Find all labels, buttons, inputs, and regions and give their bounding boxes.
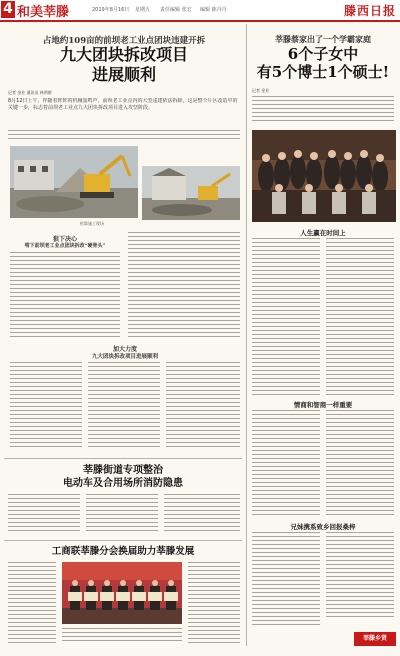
article2-kicker: 莘滕蔡家出了一个学霸家庭 — [275, 34, 371, 44]
issue-date: 2019年8月16日 — [92, 7, 130, 13]
article1-subhead-2: 加大力度 — [112, 346, 137, 353]
article4-body-col2 — [62, 628, 182, 648]
article2-body-col6 — [326, 532, 394, 628]
article2-title-2: 有5个博士1个硕士! — [256, 63, 390, 81]
article1-subhead-1: 狠下决心 — [52, 236, 77, 243]
article1-kicker: 占地约109亩的前坝老工业点团块违建开拆 — [42, 36, 206, 46]
demolition-photo-left — [10, 146, 138, 218]
article1-body-col1 — [10, 252, 120, 342]
article3-body-col2 — [86, 494, 158, 536]
article2-subhead-2: 情商和智商一样重要 — [293, 401, 353, 409]
article2-subhead-1: 人生赢在时间上 — [300, 229, 346, 237]
award-ceremony-photo — [62, 562, 182, 624]
article1-body-col2 — [128, 232, 240, 340]
article1-subhead-2b: 九大团块拆改项目进展顺利 — [91, 354, 158, 360]
article2-body-col4 — [326, 410, 394, 518]
page-number: 4 — [1, 1, 15, 18]
article1-lead: 8月12日上午，伴随着阵阵的机械轰鸣声，前坝老工业点内的大型违建依法拆除，这是整个片区改造中的关键一步，标志着前坝老工业点九大团块拆改项目进入攻坚阶段。 — [8, 98, 238, 111]
section-divider-1 — [4, 458, 242, 459]
article1-title-1: 九大团块拆改项目 — [59, 45, 188, 64]
article1-photo-caption: 拆除施工现场 — [80, 221, 104, 226]
article2-subhead-3: 兄妹携系致乡回报桑梓 — [290, 523, 356, 531]
article3-title-1: 莘滕街道专项整治 — [83, 465, 163, 476]
article1-body-intro — [8, 130, 240, 142]
section-title: 和美莘滕 — [17, 5, 70, 20]
article2-title-1: 6个子女中 — [287, 45, 359, 63]
issue-weekday: 星期五 — [135, 7, 151, 13]
article2-byline: 记者 金业 — [252, 88, 270, 93]
article1-body-col3 — [10, 362, 82, 452]
article4-body-col3 — [188, 562, 240, 648]
article4-title: 工商联莘滕分会换届助力莘滕发展 — [51, 546, 195, 557]
layout-credit: 编辑 陈丹丹 — [200, 7, 227, 13]
family-photo — [252, 130, 396, 222]
article1-body-col5 — [166, 362, 240, 452]
article3-body-col1 — [8, 494, 80, 536]
article3-title-2: 电动车及合用场所消防隐患 — [63, 478, 183, 489]
article1-subhead-1b: 啃下前坝老工业点团块拆改“硬骨头” — [24, 243, 106, 249]
newspaper-logo: 滕西日报 — [343, 4, 396, 18]
article1-title-2: 进展顺利 — [91, 65, 156, 84]
editor-credit: 责任编辑 张宏 — [160, 7, 192, 13]
article2-body-col3 — [252, 410, 320, 518]
demolition-photo-right — [142, 166, 240, 220]
article1-byline: 记者 金业 通讯员 林明群 — [8, 90, 52, 95]
article2-lead — [252, 96, 394, 124]
article2-body-col2 — [326, 238, 394, 398]
article4-body-col1 — [8, 562, 56, 648]
section-divider-2 — [4, 540, 242, 541]
page-header — [0, 0, 400, 22]
article2-body-col1 — [252, 238, 320, 398]
article1-body-col4 — [88, 362, 160, 452]
footer-tag: 莘滕乡贤 — [354, 632, 396, 646]
article2-body-col5 — [252, 532, 320, 628]
column-divider — [246, 24, 247, 646]
article3-body-col3 — [164, 494, 240, 536]
